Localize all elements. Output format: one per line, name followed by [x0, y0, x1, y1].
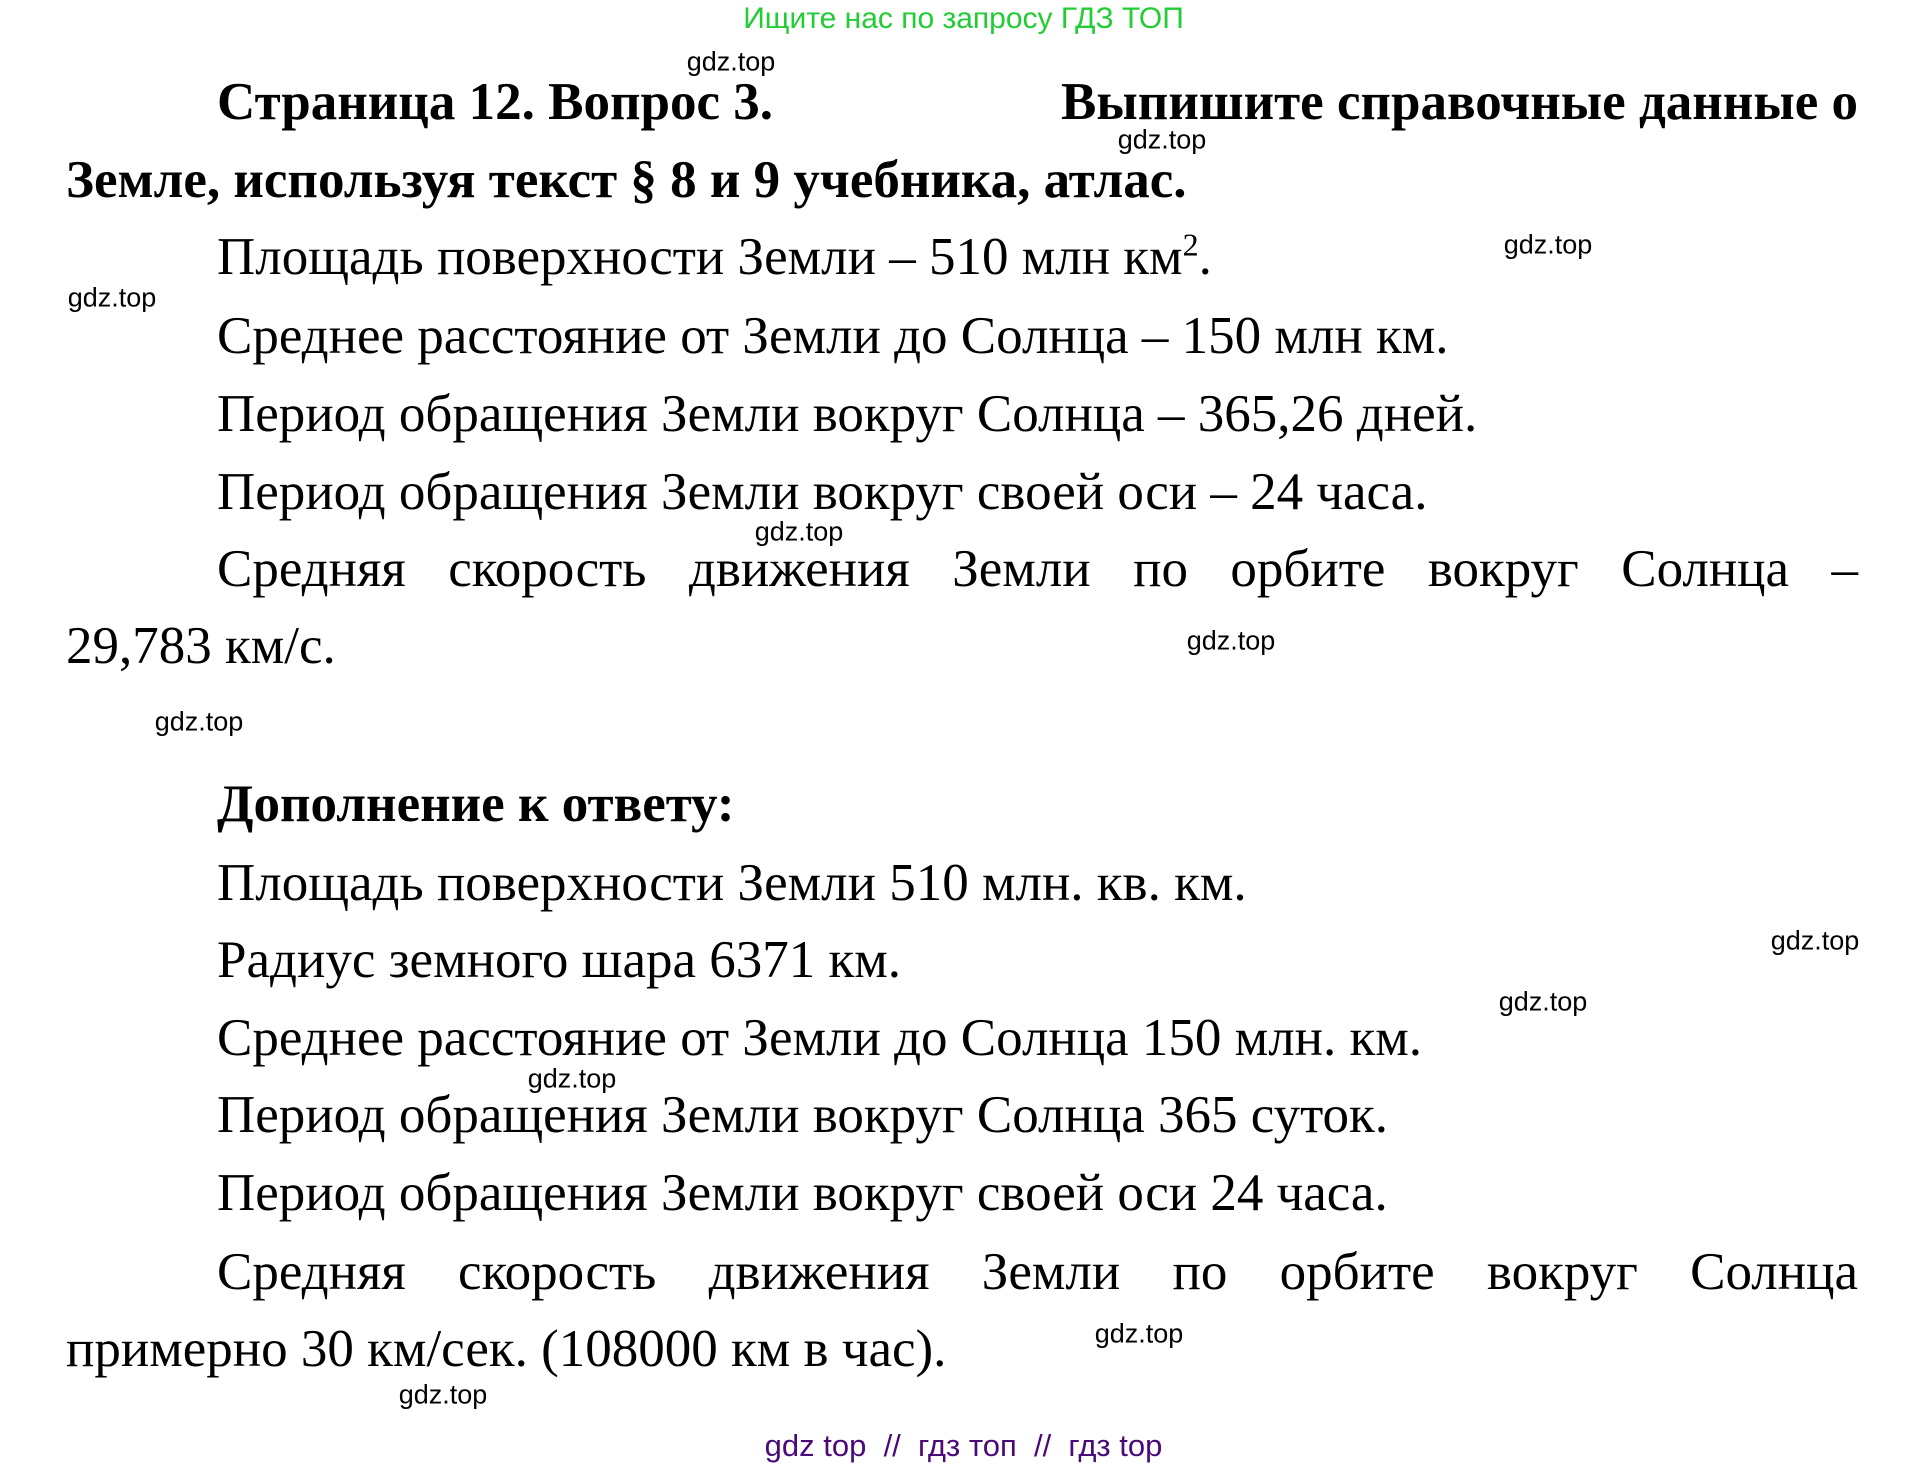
watermark: gdz.top — [686, 46, 776, 77]
watermark: gdz.top — [754, 516, 844, 547]
answer-period: . — [1198, 228, 1212, 286]
watermark: gdz.top — [527, 1063, 617, 1094]
footer-text[interactable]: gdz top // гдз топ // гдз top — [764, 1428, 1163, 1463]
title-page-question: Страница 12. Вопрос 3. — [217, 73, 773, 131]
watermark: gdz.top — [1503, 229, 1593, 260]
answer-line: Период обращения Земли вокруг Солнца – 365,26 дней. — [217, 385, 1478, 443]
answer-text: Площадь поверхности Земли – 510 млн км — [217, 228, 1183, 286]
addition-heading: Дополнение к ответу: — [217, 775, 735, 833]
answer-line: Среднее расстояние от Земли до Солнца – 150 млн км. — [217, 307, 1449, 365]
title-task: Выпишите справочные данные о — [1061, 73, 1858, 131]
watermark: gdz.top — [1498, 986, 1588, 1017]
watermark: gdz.top — [1770, 925, 1860, 956]
watermark: gdz.top — [1117, 124, 1207, 155]
superscript: 2 — [1182, 226, 1199, 263]
watermark: gdz.top — [67, 282, 157, 313]
search-banner[interactable]: Ищите нас по запросу ГДЗ ТОП — [743, 2, 1184, 35]
addition-line: Период обращения Земли вокруг своей оси 24 часа. — [217, 1164, 1388, 1222]
answer-line: Период обращения Земли вокруг своей оси – 24 часа. — [217, 463, 1428, 521]
title-line-2: Земле, используя текст § 8 и 9 учебника, атлас. — [66, 151, 1187, 209]
title-line-1 — [217, 72, 1858, 132]
addition-line: Средняя скорость движения Земли по орбите вокруг Солнца — [217, 1243, 1858, 1301]
addition-line: Среднее расстояние от Земли до Солнца 150 млн. км. — [217, 1009, 1423, 1067]
addition-line: примерно 30 км/сек. (108000 км в час). — [66, 1320, 947, 1378]
watermark: gdz.top — [1186, 625, 1276, 656]
answer-line: Средняя скорость движения Земли по орбите вокруг Солнца – — [217, 540, 1858, 598]
addition-line: Площадь поверхности Земли 510 млн. кв. км. — [217, 854, 1247, 912]
answer-line: 29,783 км/с. — [66, 617, 336, 675]
watermark: gdz.top — [398, 1379, 488, 1410]
answer-line — [217, 227, 1212, 287]
addition-line: Радиус земного шара 6371 км. — [217, 931, 902, 989]
watermark: gdz.top — [154, 706, 244, 737]
addition-line: Период обращения Земли вокруг Солнца 365 суток. — [217, 1086, 1389, 1144]
watermark: gdz.top — [1094, 1318, 1184, 1349]
footer-links[interactable] — [0, 1428, 1927, 1464]
